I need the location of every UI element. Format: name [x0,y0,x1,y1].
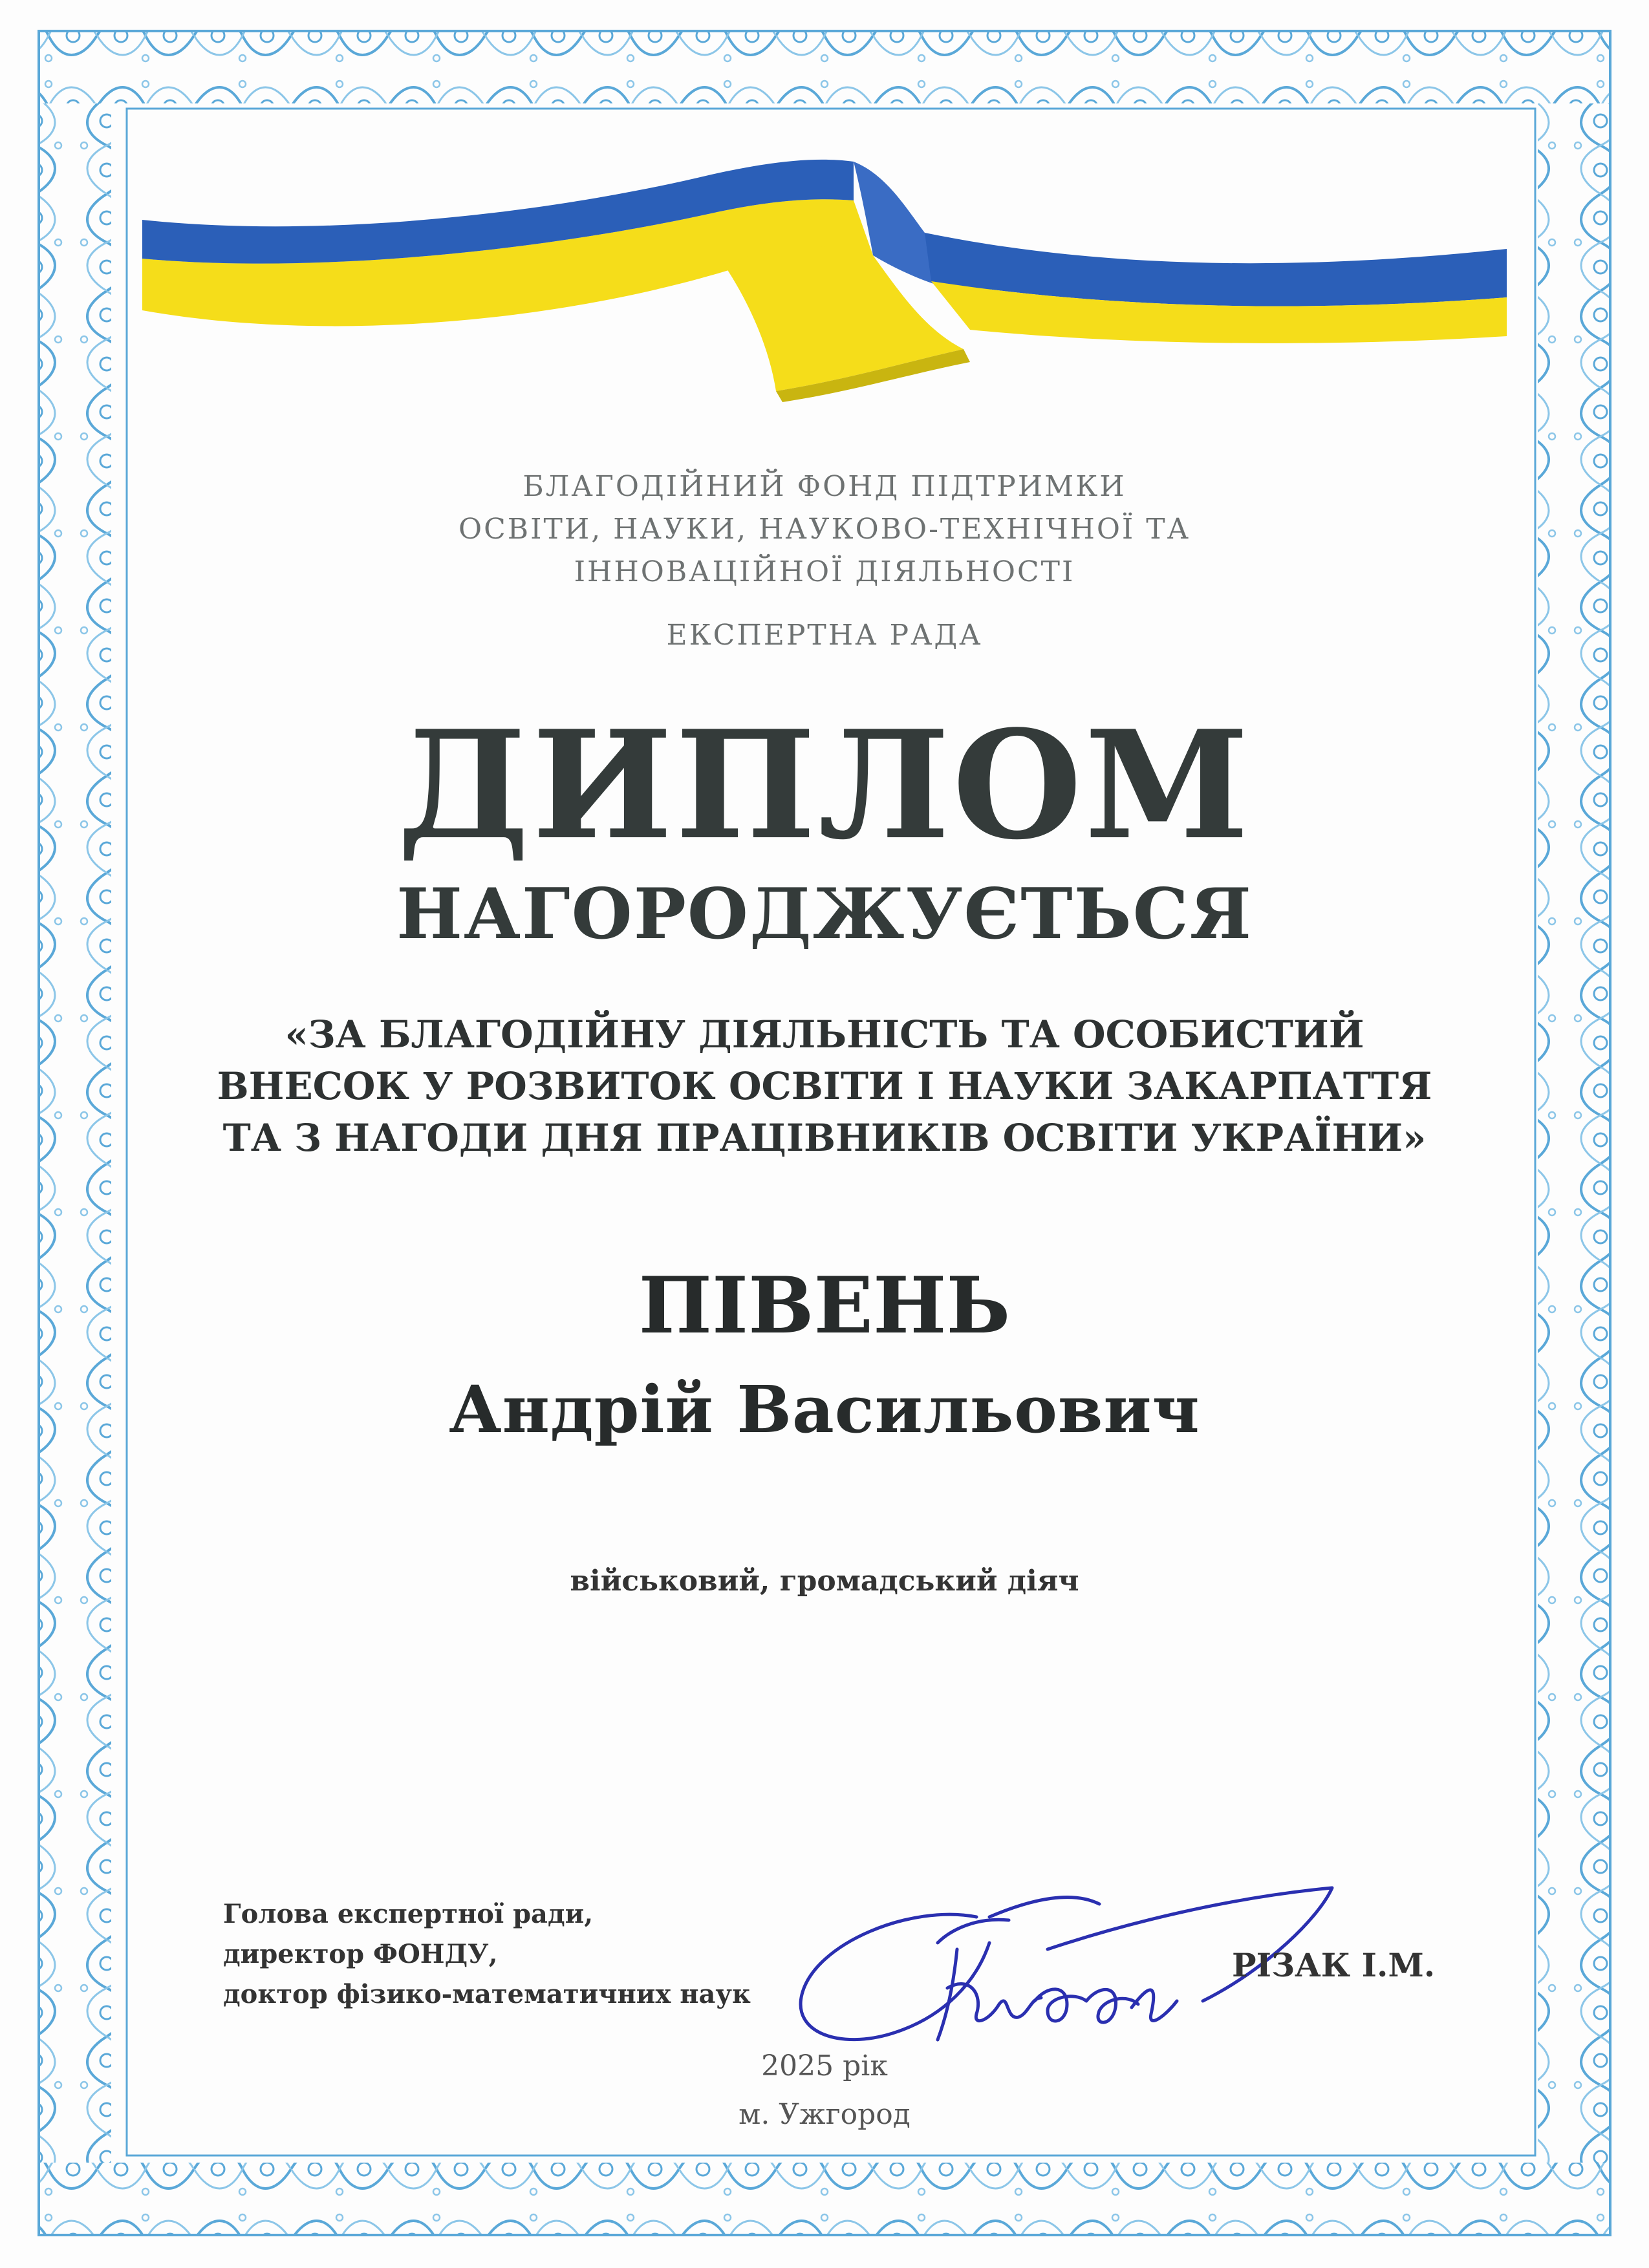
document-title: ДИПЛОМ [397,698,1252,873]
signatory-title-line: доктор фізико-математичних наук [223,1979,751,2009]
reason-line: «ЗА БЛАГОДІЙНУ ДІЯЛЬНІСТЬ ТА ОСОБИСТИЙ [285,1012,1364,1056]
award-reason [142,1009,1507,1164]
signatory-title-line: директор ФОНДУ, [223,1939,498,1969]
issue-city: м. Ужгород [738,2098,911,2131]
recipient-position: військовий, громадський діяч [570,1565,1079,1598]
signatory-title [223,1894,751,2015]
document-subtitle: НАГОРОДЖУЄТЬСЯ [396,873,1253,955]
organization-line: ОСВІТИ, НАУКИ, НАУКОВО-ТЕХНІЧНОЇ ТА [458,513,1191,546]
reason-line: ТА З НАГОДИ ДНЯ ПРАЦІВНИКІВ ОСВІТИ УКРАЇНИ» [222,1116,1427,1160]
signatory-name: РІЗАК І.М. [1232,1946,1436,1984]
recipient-given-names: Андрій Васильович [449,1371,1200,1448]
reason-line: ВНЕСОК У РОЗВИТОК ОСВІТИ І НАУКИ ЗАКАРПАТТЯ [217,1064,1432,1108]
expert-council: ЕКСПЕРТНА РАДА [666,619,983,652]
signatory-title-line: Голова експертної ради, [223,1899,594,1929]
recipient-surname: ПІВЕНЬ [638,1260,1011,1351]
ukrainian-flag-ribbon [129,136,1520,407]
organization-name [142,465,1507,594]
organization-line: ІННОВАЦІЙНОЇ ДІЯЛЬНОСТІ [574,555,1075,588]
issue-year: 2025 рік [761,2049,888,2082]
organization-line: БЛАГОДІЙНИЙ ФОНД ПІДТРИМКИ [523,470,1126,503]
